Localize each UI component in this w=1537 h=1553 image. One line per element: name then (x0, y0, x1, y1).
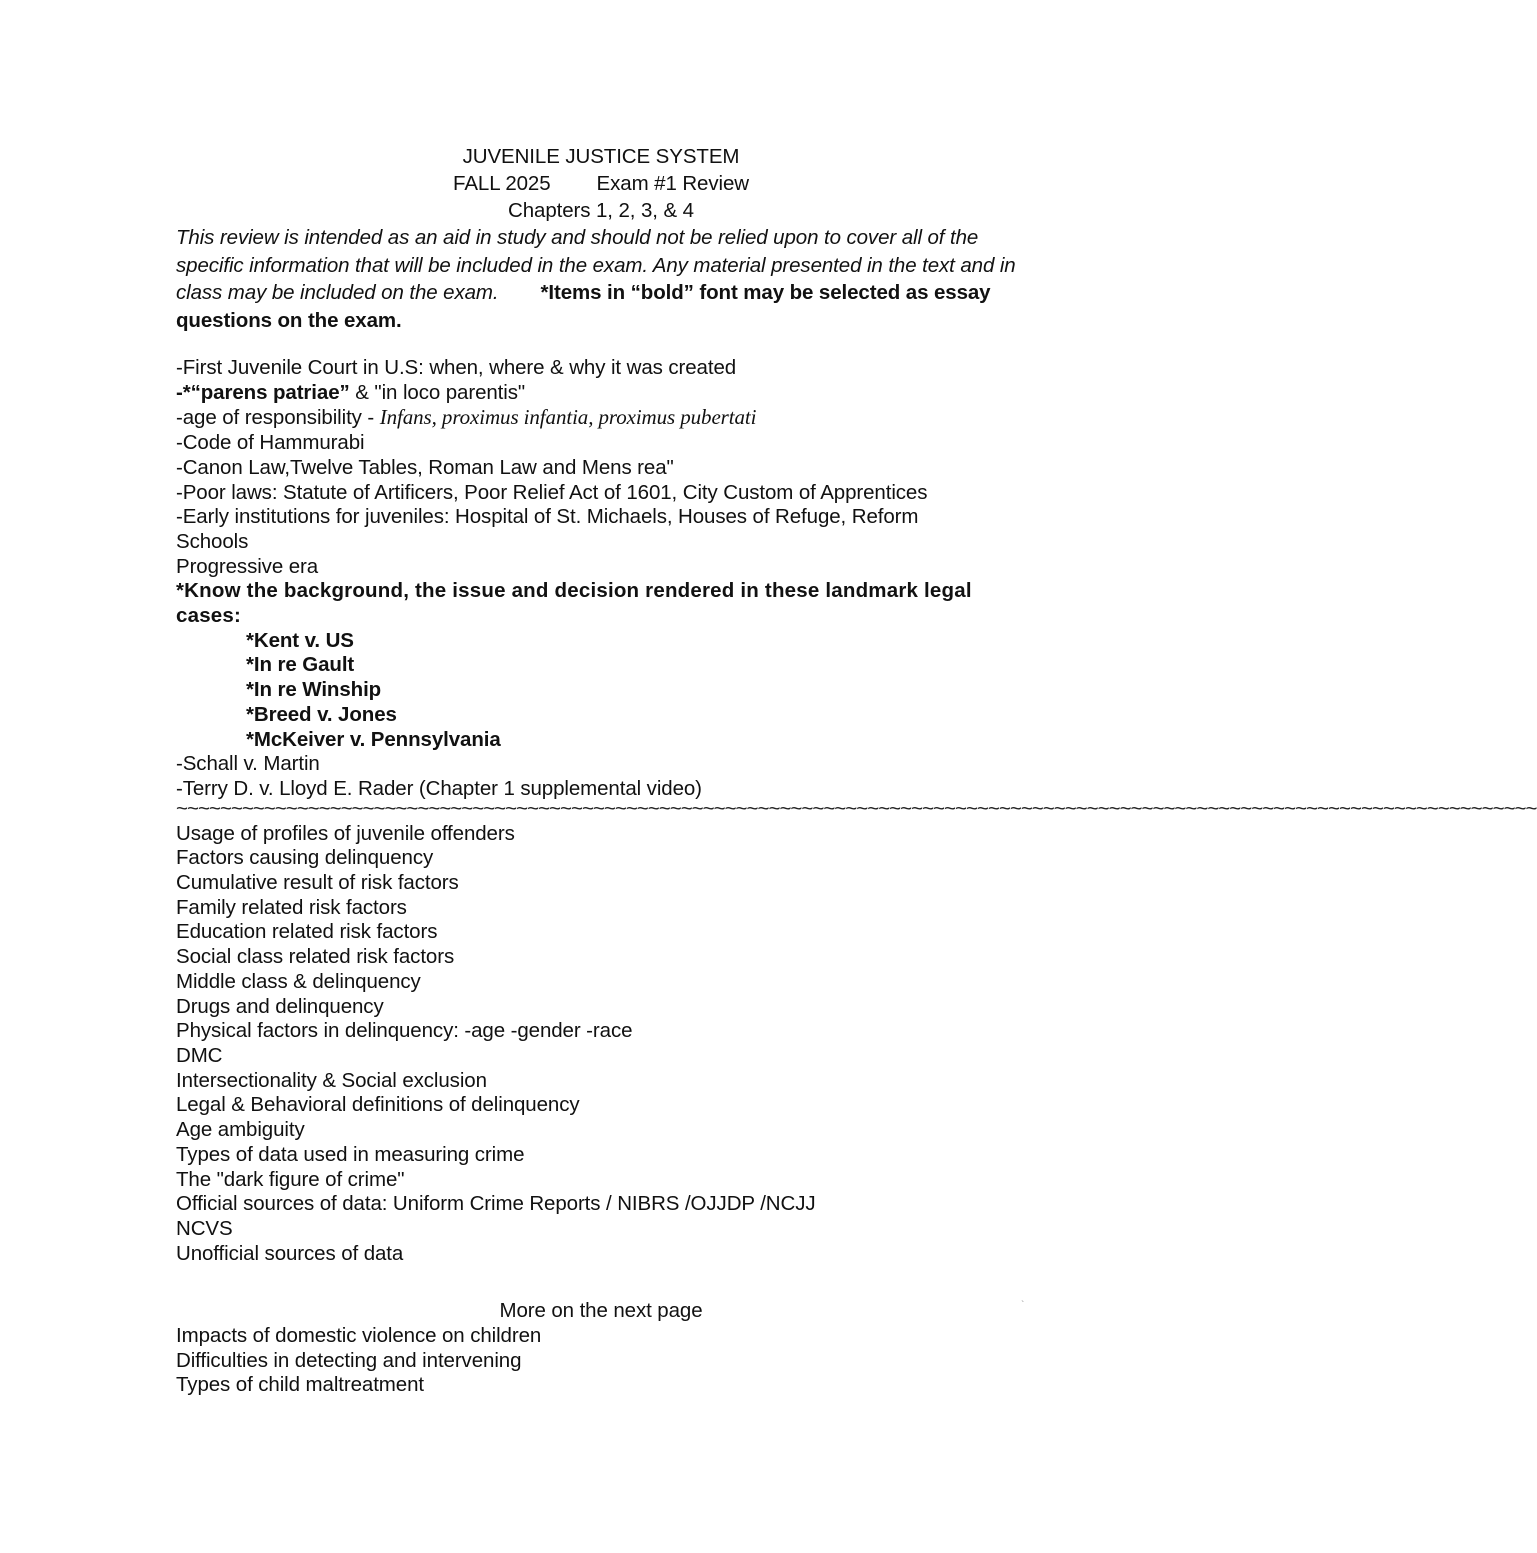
list-item: Education related risk factors (176, 920, 438, 944)
case-item: *Breed v. Jones (246, 702, 397, 726)
list-item: Types of data used in measuring crime (176, 1142, 525, 1166)
list-item: Middle class & delinquency (176, 969, 421, 993)
term-line (176, 170, 1026, 197)
parens-line (176, 381, 1026, 406)
tilde-divider: ~~~~~~~~~~~~~~~~~~~~~~~~~~~~~~~~~~~~~~~~~~~~~~~~~~~~~~~~~~~~~~~~~~~~~~~~~~~~~~~~~~~~~~~~~~~~~~~~~~~~~~~~~~~~~~~~~~~~~~~~~~~~ (176, 796, 1537, 820)
list-item: Physical factors in delinquency: -age -gender -race (176, 1019, 633, 1043)
case-item: *McKeiver v. Pennsylvania (246, 727, 501, 751)
list-item: Social class related risk factors (176, 945, 455, 969)
parens-prefix: -* (176, 380, 191, 404)
first-court: -First Juvenile Court in U.S: when, where & why it was created (176, 356, 737, 379)
list-item: Legal & Behavioral definitions of delinquency (176, 1093, 580, 1117)
landmark-cases-heading: *Know the background, the issue and decision rendered in these landmark legal cases: (176, 579, 972, 628)
case-item: *Kent v. US (246, 628, 354, 652)
bold-note: *Items in “bold” font may be selected as essay questions on the exam. (176, 281, 991, 332)
list-item: Intersectionality & Social exclusion (176, 1068, 487, 1092)
term: FALL 2025 (453, 172, 551, 195)
section3-list (176, 1324, 1026, 1398)
progressive-era: Progressive era (176, 554, 319, 578)
list-item: Factors causing delinquency (176, 846, 434, 870)
chapters-line: Chapters 1, 2, 3, & 4 (508, 199, 694, 222)
list-item: Age ambiguity (176, 1118, 305, 1142)
intro-paragraph (176, 224, 1026, 334)
hammurabi: -Code of Hammurabi (176, 431, 365, 455)
stray-mark: ` (1021, 1300, 1025, 1311)
list-item: Family related risk factors (176, 895, 407, 919)
list-item: Usage of profiles of juvenile offenders (176, 821, 515, 845)
more-on-next-page: More on the next page (499, 1299, 703, 1323)
section2-list (176, 822, 1026, 1267)
list-item: Types of child maltreatment (176, 1373, 424, 1397)
age-line (176, 405, 1026, 431)
schall-v-martin: -Schall v. Martin (176, 752, 320, 776)
list-item: Difficulties in detecting and intervening (176, 1348, 522, 1372)
list-item: Unofficial sources of data (176, 1241, 404, 1265)
early-institutions: -Early institutions for juveniles: Hospital of St. Michaels, Houses of Refuge, Reform Schools (176, 505, 919, 553)
document-body (176, 143, 1537, 1398)
case-item: *In re Gault (246, 653, 355, 677)
case-item: *In re Winship (246, 678, 382, 702)
intro-text: This review is intended as an aid in study and should not be relied upon to cover all of the specific information that will be included in the exam. Any material presented in the text and in class may be included on the exam. (176, 226, 1016, 304)
list-item: DMC (176, 1043, 223, 1067)
age-latin: Infans, proximus infantia, proximus pubertati (379, 405, 757, 430)
list-item: Impacts of domestic violence on children (176, 1324, 542, 1348)
list-item: NCVS (176, 1216, 233, 1240)
parens-patriae: “parens patriae” (190, 380, 350, 404)
list-item: Official sources of data: Uniform Crime Reports / NIBRS /OJJDP /NCJJ (176, 1192, 816, 1216)
loco-parentis: & "in loco parentis" (349, 380, 526, 404)
doc-title: JUVENILE JUSTICE SYSTEM (462, 145, 740, 168)
age-prefix: -age of responsibility - (176, 406, 380, 430)
list-item: The "dark figure of crime" (176, 1167, 405, 1191)
poor-laws: -Poor laws: Statute of Artificers, Poor Relief Act of 1601, City Custom of Apprentices (176, 480, 928, 504)
canon-law: -Canon Law,Twelve Tables, Roman Law and Mens rea" (176, 455, 674, 479)
exam-label: Exam #1 Review (596, 172, 749, 195)
list-item: Drugs and delinquency (176, 994, 384, 1018)
list-item: Cumulative result of risk factors (176, 871, 459, 895)
terry-v-rader: -Terry D. v. Lloyd E. Rader (Chapter 1 supplemental video) (176, 776, 702, 800)
